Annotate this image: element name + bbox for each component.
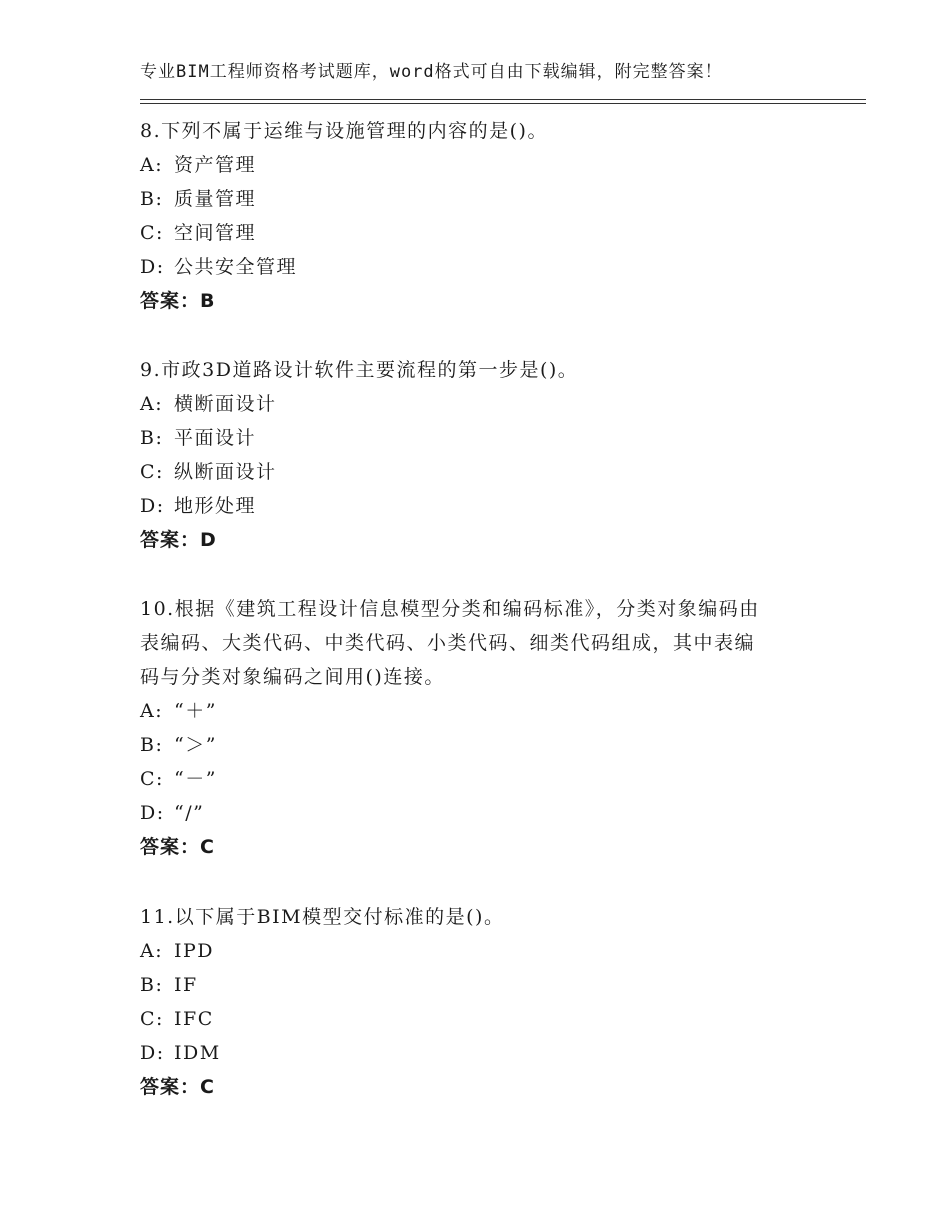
option-c	[140, 1002, 820, 1036]
option-b	[140, 421, 820, 455]
option-text: IF	[174, 974, 198, 996]
option-d	[140, 1036, 820, 1070]
option-letter: D:	[140, 495, 165, 517]
answer: 答案：D	[140, 529, 217, 551]
page-header: 专业BIM工程师资格考试题库，word格式可自由下载编辑，附完整答案！	[140, 62, 723, 82]
header-divider-top	[140, 99, 866, 100]
option-text: 横断面设计	[174, 393, 277, 415]
option-a	[140, 694, 820, 728]
option-letter: C:	[140, 768, 164, 790]
option-d	[140, 796, 820, 830]
option-a	[140, 387, 820, 421]
option-letter: B:	[140, 974, 164, 996]
option-letter: C:	[140, 222, 164, 244]
question-11	[140, 900, 820, 1104]
answer: 答案：B	[140, 290, 216, 312]
question-8	[140, 114, 820, 318]
option-letter: B:	[140, 734, 164, 756]
option-text: “－”	[174, 768, 217, 790]
header-divider-bottom	[140, 103, 866, 104]
option-letter: B:	[140, 188, 164, 210]
option-a	[140, 148, 820, 182]
option-text: 资产管理	[174, 154, 257, 176]
question-stem: 11.以下属于BIM模型交付标准的是()。	[140, 906, 505, 928]
question-stem: 8.下列不属于运维与设施管理的内容的是()。	[140, 120, 548, 142]
option-d	[140, 250, 820, 284]
option-letter: D:	[140, 802, 165, 824]
question-stem-line-2: 表编码、大类代码、中类代码、小类代码、细类代码组成，其中表编	[140, 632, 756, 654]
option-letter: A:	[140, 393, 164, 415]
question-stem-line-3: 码与分类对象编码之间用()连接。	[140, 666, 445, 688]
question-9	[140, 353, 820, 557]
option-letter: D:	[140, 1042, 165, 1064]
option-text: 纵断面设计	[174, 461, 277, 483]
option-b	[140, 968, 820, 1002]
option-text: IFC	[174, 1008, 214, 1030]
answer: 答案：C	[140, 1076, 215, 1098]
option-text: 质量管理	[174, 188, 257, 210]
option-text: 地形处理	[174, 495, 257, 517]
option-text: IDM	[174, 1042, 221, 1064]
option-letter: D:	[140, 256, 165, 278]
option-text: “/”	[174, 802, 205, 824]
option-c	[140, 762, 820, 796]
option-c	[140, 216, 820, 250]
option-letter: C:	[140, 461, 164, 483]
answer: 答案：C	[140, 836, 215, 858]
question-10	[140, 592, 820, 864]
option-b	[140, 182, 820, 216]
option-text: “＋”	[174, 700, 217, 722]
question-stem-line-1: 10.根据《建筑工程设计信息模型分类和编码标准》，分类对象编码由	[140, 598, 760, 620]
option-letter: C:	[140, 1008, 164, 1030]
option-c	[140, 455, 820, 489]
option-text: IPD	[174, 940, 215, 962]
option-letter: A:	[140, 154, 164, 176]
option-a	[140, 934, 820, 968]
option-d	[140, 489, 820, 523]
option-text: 公共安全管理	[174, 256, 298, 278]
option-text: 空间管理	[174, 222, 257, 244]
option-letter: B:	[140, 427, 164, 449]
option-letter: A:	[140, 700, 164, 722]
option-text: 平面设计	[174, 427, 257, 449]
option-b	[140, 728, 820, 762]
option-letter: A:	[140, 940, 164, 962]
question-stem: 9.市政3D道路设计软件主要流程的第一步是()。	[140, 359, 579, 381]
option-text: “＞”	[174, 734, 217, 756]
